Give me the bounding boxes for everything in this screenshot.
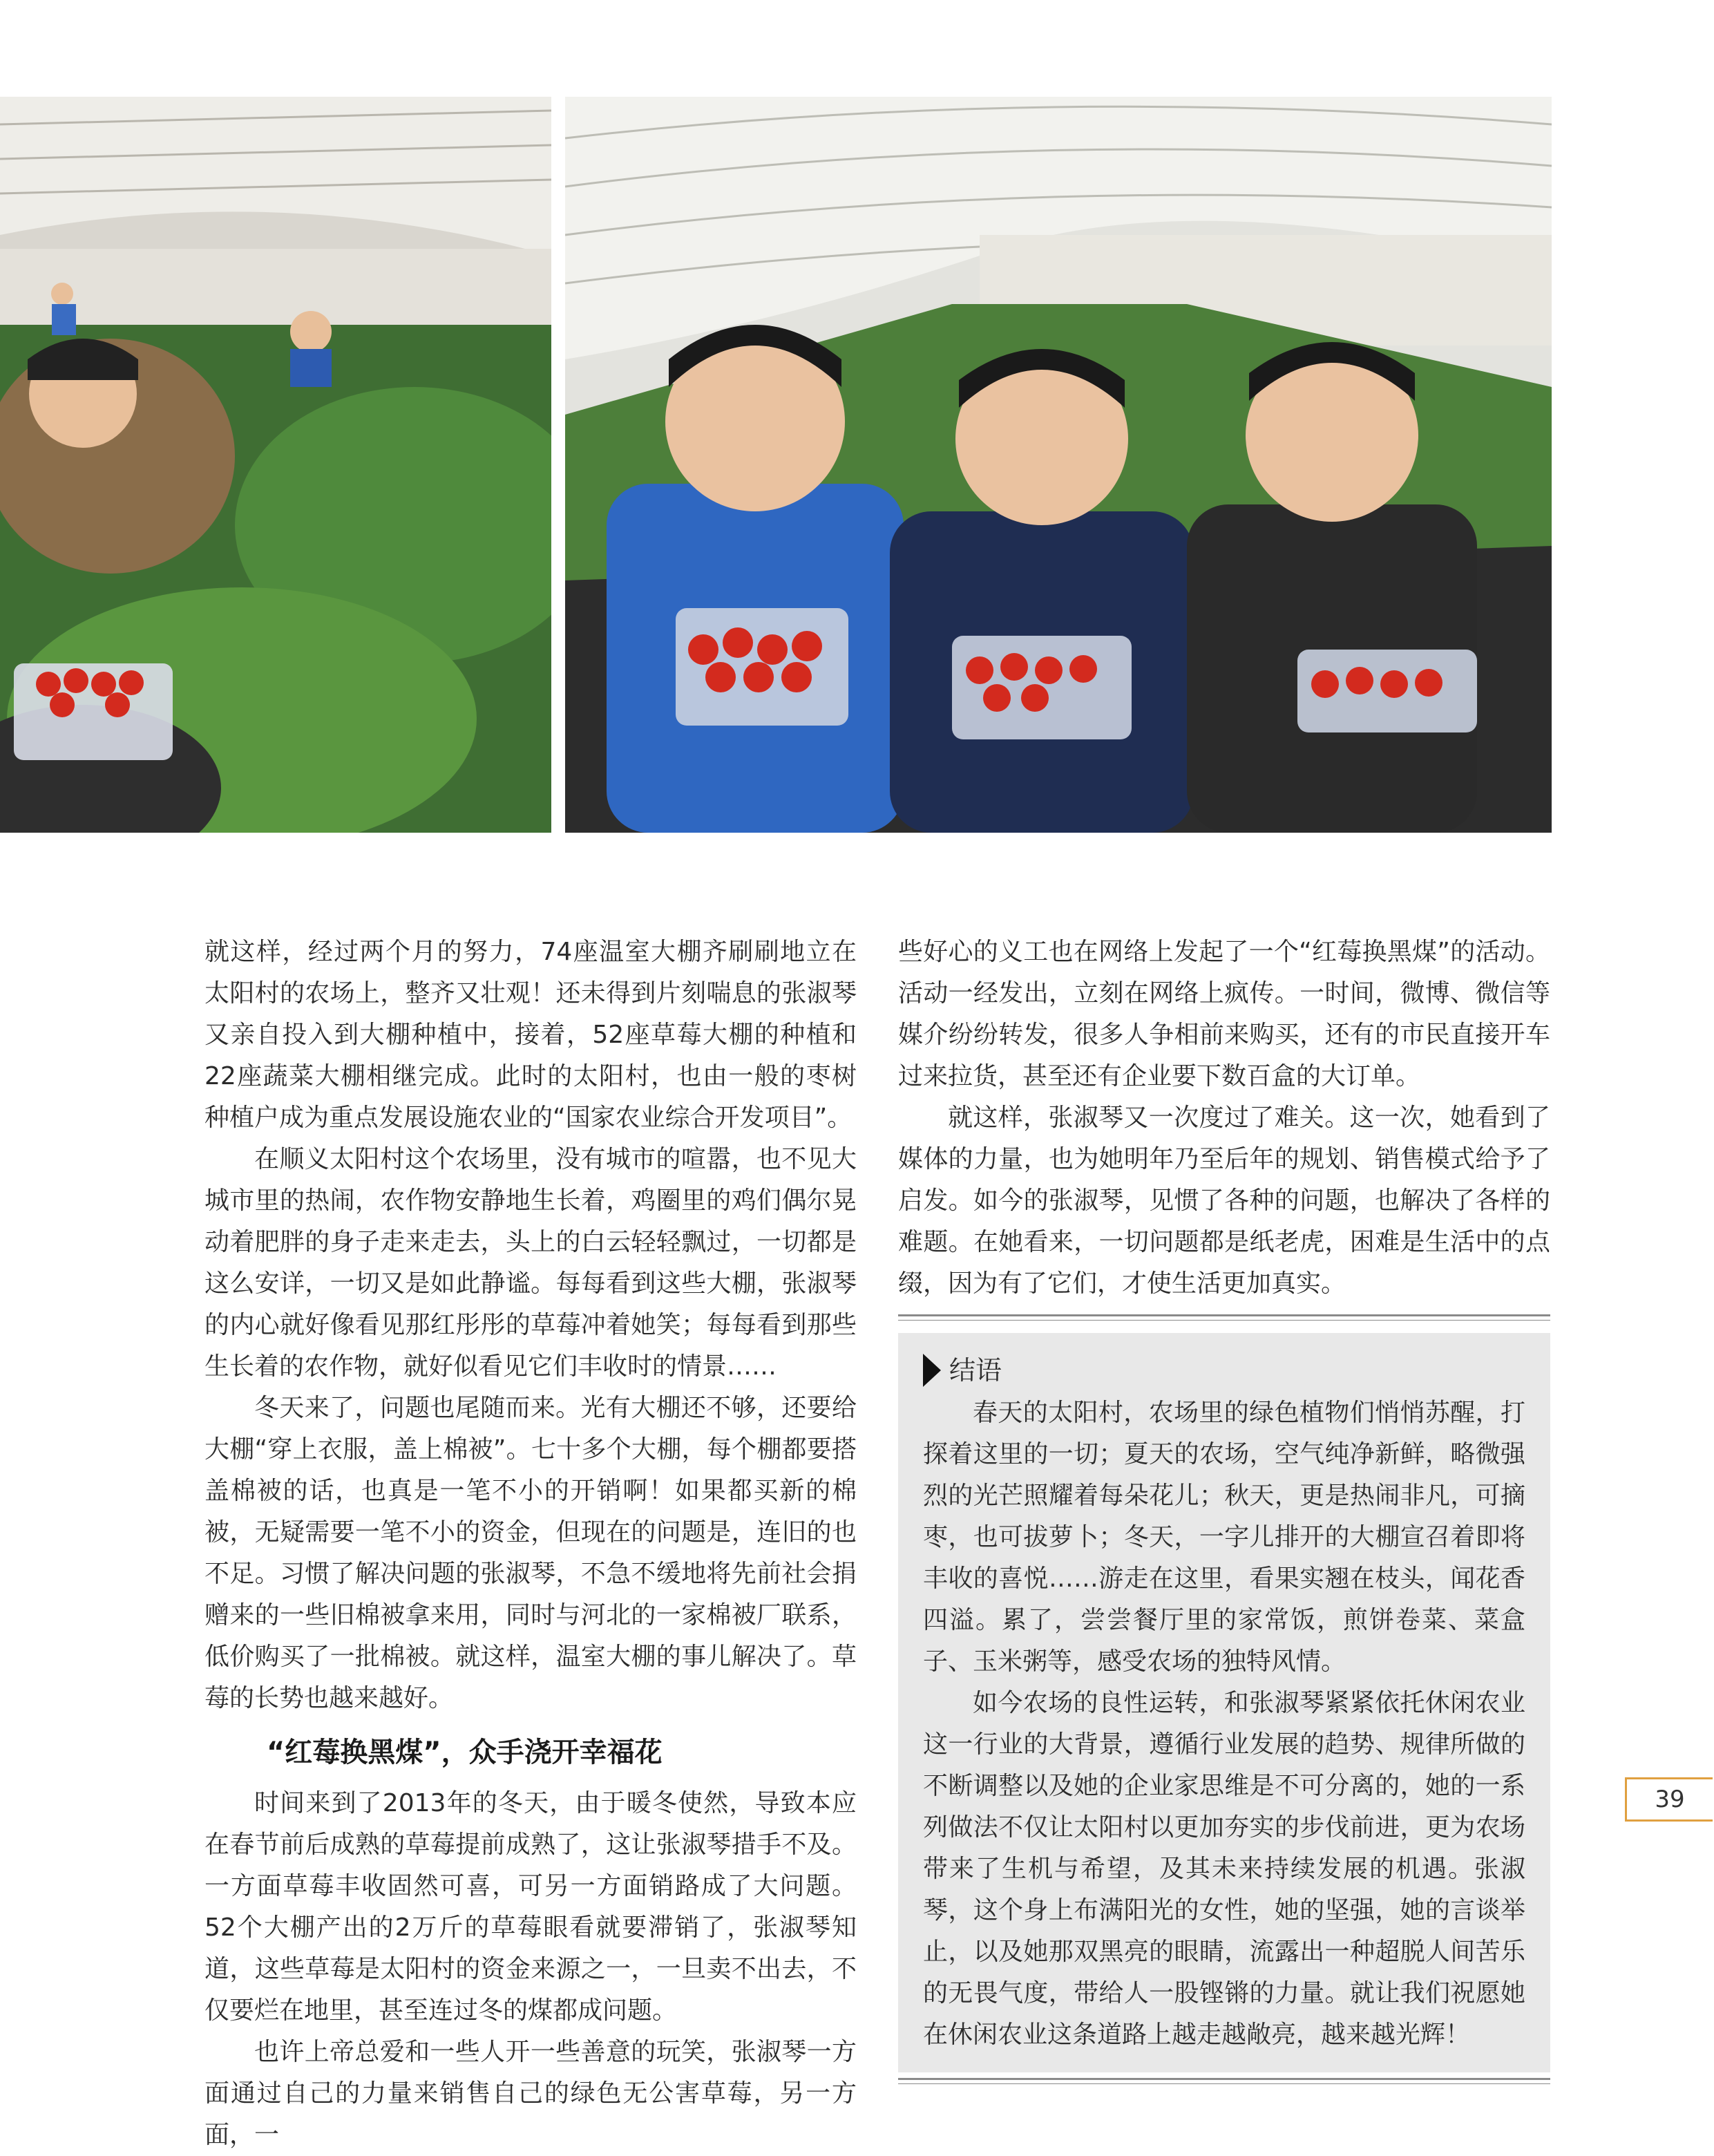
- paragraph: 冬天来了，问题也尾随而来。光有大棚还不够，还要给大棚“穿上衣服，盖上棉被”。七十多个大棚，每个棚都要搭盖棉被的话，也真是一笔不小的开销啊！如果都买新的棉被，无疑需要一笔不小的资金，但现在的问题是，连旧的也不足。习惯了解决问题的张淑琴，不急不缓地将先前社会捐赠来的一些旧棉被拿来用，同时与河北的一家棉被厂联系，低价购买了一批棉被。就这样，温室大棚的事儿解决了。草莓的长势也越来越好。: [204, 1394, 857, 1712]
- paragraph: 春天的太阳村，农场里的绿色植物们悄悄苏醒，打探着这里的一切；夏天的农场，空气纯净新鲜，略微强烈的光芒照耀着每朵花儿；秋天，更是热闹非凡，可摘枣，也可拔萝卜；冬天，一字儿排开的大棚宣召着即将丰收的喜悦……游走在这里，看果实翘在枝头，闻花香四溢。累了，尝尝餐厅里的家常饭，煎饼卷菜、菜盒子、玉米粥等，感受农场的独特风情。: [923, 1399, 1525, 1676]
- page-number: 39: [1625, 1777, 1713, 1822]
- text-column-right: [898, 932, 1550, 2084]
- conclusion-title-text: 结语: [949, 1355, 1002, 1386]
- conclusion-title: [923, 1351, 1525, 1390]
- paragraph: 就这样，经过两个月的努力，74座温室大棚齐刷刷地立在太阳村的农场上，整齐又壮观！还未得到片刻喘息的张淑琴又亲自投入到大棚种植中，接着，52座草莓大棚的种植和22座蔬菜大棚相继完成。此时的太阳村，也由一般的枣树种植户成为重点发展设施农业的“国家农业综合开发项目”。: [204, 938, 857, 1132]
- paragraph: 也许上帝总爱和一些人开一些善意的玩笑，张淑琴一方面通过自己的力量来销售自己的绿色无公害草莓，另一方面，一: [204, 2038, 857, 2149]
- paragraph: 时间来到了2013年的冬天，由于暖冬使然，导致本应在春节前后成熟的草莓提前成熟了，这让张淑琴措手不及。一方面草莓丰收固然可喜，可另一方面销路成了大问题。52个大棚产出的2万斤的草莓眼看就要滞销了，张淑琴知道，这些草莓是太阳村的资金来源之一，一旦卖不出去，不仅要烂在地里，甚至连过冬的煤都成问题。: [204, 1789, 857, 2025]
- photo-three-boys-with-strawberries: [565, 97, 1552, 833]
- conclusion-box: [898, 1333, 1550, 2072]
- greenhouse-photo-left: [0, 97, 551, 833]
- triangle-bullet-icon: [923, 1354, 941, 1387]
- section-heading: “红莓换黑煤”，众手浇开幸福花: [267, 1737, 663, 1768]
- paragraph: 在顺义太阳村这个农场里，没有城市的喧嚣，也不见大城市里的热闹，农作物安静地生长着，鸡圈里的鸡们偶尔晃动着肥胖的身子走来走去，头上的白云轻轻飘过，一切都是这么安详，一切又是如此静谧。每每看到这些大棚，张淑琴的内心就好像看见那红彤彤的草莓冲着她笑；每每看到那些生长着的农作物，就好似看见它们丰收时的情景……: [204, 1145, 857, 1381]
- paragraph: 如今农场的良性运转，和张淑琴紧紧依托休闲农业这一行业的大背景，遵循行业发展的趋势、规律所做的不断调整以及她的企业家思维是不可分离的，她的一系列做法不仅让太阳村以更加夯实的步伐前进，更为农场带来了生机与希望，及其未来持续发展的机遇。张淑琴，这个身上布满阳光的女性，她的坚强，她的言谈举止，以及她那双黑亮的眼睛，流露出一种超脱人间苦乐的无畏气度，带给人一股铿锵的力量。就让我们祝愿她在休闲农业这条道路上越走越敞亮，越来越光辉！: [923, 1689, 1525, 2049]
- divider: [898, 2078, 1550, 2084]
- greenhouse-photo-right: [565, 97, 1552, 833]
- paragraph: 就这样，张淑琴又一次度过了难关。这一次，她看到了媒体的力量，也为她明年乃至后年的规划、销售模式给予了启发。如今的张淑琴，见惯了各种的问题，也解决了各样的难题。在她看来，一切问题都是纸老虎，困难是生活中的点缀，因为有了它们，才使生活更加真实。: [898, 1104, 1550, 1298]
- paragraph: 些好心的义工也在网络上发起了一个“红莓换黑煤”的活动。活动一经发出，立刻在网络上疯传。一时间，微博、微信等媒介纷纷转发，很多人争相前来购买，还有的市民直接开车过来拉货，甚至还有企业要下数百盒的大订单。: [898, 938, 1550, 1090]
- photo-boy-picking-strawberries: [0, 97, 551, 833]
- text-column-left: [204, 932, 857, 2156]
- divider: [898, 1314, 1550, 1321]
